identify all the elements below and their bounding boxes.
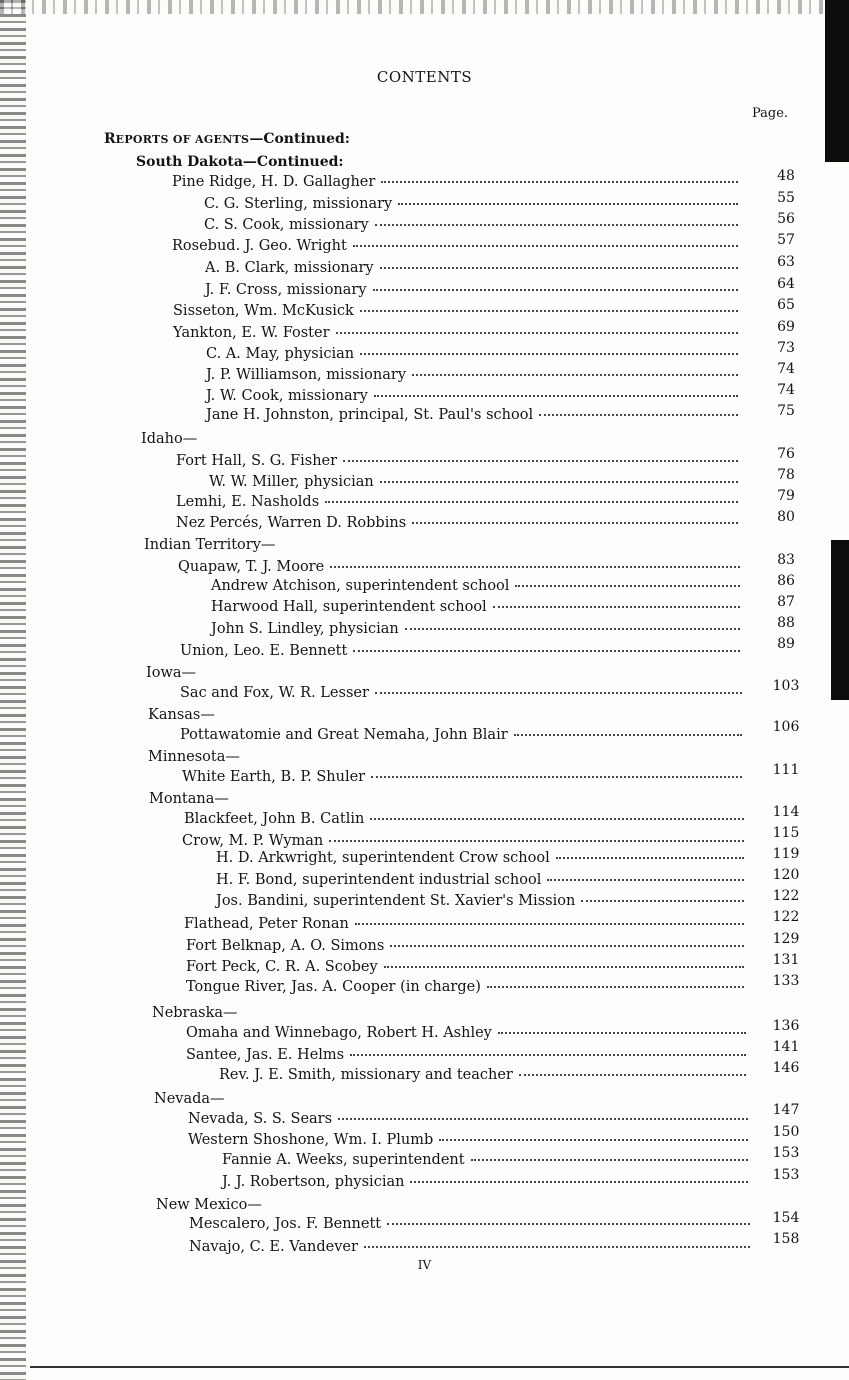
entry-page: 74 — [777, 382, 795, 398]
toc-entry — [172, 173, 744, 193]
entry-text: Union, Leo. E. Bennett — [180, 643, 348, 659]
entry-text: A. B. Clark, missionary — [205, 260, 374, 276]
entry-text: Omaha and Winnebago, Robert H. Ashley — [186, 1025, 492, 1041]
leader-dots — [498, 1029, 746, 1034]
entry-text: Fannie A. Weeks, superintendent — [222, 1152, 465, 1168]
leader-dots — [387, 1220, 750, 1225]
entry-page: 89 — [777, 636, 795, 652]
entry-page: 65 — [777, 297, 795, 313]
state-heading: Nebraska— — [152, 1005, 238, 1021]
entry-page: 119 — [772, 846, 800, 862]
entry-page: 78 — [777, 467, 795, 483]
leader-dots — [412, 371, 738, 376]
leader-dots — [373, 286, 738, 291]
leader-dots — [338, 1115, 748, 1120]
entry-text: Blackfeet, John B. Catlin — [184, 811, 365, 827]
entry-text: C. A. May, physician — [206, 346, 355, 362]
toc-entry — [178, 558, 746, 578]
state-heading: South Dakota—Continued: — [136, 154, 344, 170]
entry-page: 64 — [777, 276, 795, 292]
entry-text: Pine Ridge, H. D. Gallagher — [172, 174, 376, 190]
entry-page: 106 — [772, 719, 800, 735]
entry-page: 63 — [777, 254, 795, 270]
toc-entry — [204, 195, 744, 215]
leader-dots — [398, 200, 738, 205]
entry-page: 122 — [772, 909, 800, 925]
leader-dots — [350, 1051, 746, 1056]
state-heading: Montana— — [149, 791, 229, 807]
section-heading-suffix: —Continued: — [249, 131, 350, 147]
leader-dots — [439, 1136, 748, 1141]
entry-text: Fort Peck, C. R. A. Scobey — [186, 959, 378, 975]
entry-text: J. J. Robertson, physician — [222, 1174, 405, 1190]
toc-entry — [206, 387, 744, 407]
entry-text: Quapaw, T. J. Moore — [178, 559, 325, 575]
toc-entry — [186, 958, 750, 978]
toc-entry — [205, 259, 744, 279]
leader-dots — [514, 731, 742, 736]
entry-text: Andrew Atchison, superintendent school — [211, 578, 510, 594]
entry-page: 122 — [772, 888, 800, 904]
page-title: CONTENTS — [376, 68, 473, 86]
entry-page: 131 — [772, 952, 800, 968]
leader-dots — [355, 920, 744, 925]
entry-text: Jane H. Johnston, principal, St. Paul's school — [206, 407, 534, 423]
entry-page: 79 — [777, 488, 795, 504]
entry-page: 87 — [777, 594, 795, 610]
entry-page: 57 — [777, 232, 795, 248]
entry-page: 158 — [772, 1231, 800, 1247]
toc-entry — [216, 871, 750, 891]
toc-entry — [180, 684, 748, 704]
leader-dots — [370, 815, 744, 820]
entry-text: Navajo, C. E. Vandever — [189, 1239, 358, 1255]
toc-entry — [182, 768, 748, 788]
toc-entry — [205, 281, 744, 301]
leader-dots — [471, 1156, 748, 1161]
toc-entry — [176, 452, 744, 472]
toc-entry — [184, 810, 750, 830]
leader-dots — [343, 457, 738, 462]
entry-page: 103 — [772, 678, 800, 694]
entry-page: 146 — [772, 1060, 800, 1076]
entry-text: Western Shoshone, Wm. I. Plumb — [188, 1132, 434, 1148]
toc-entry — [176, 493, 744, 513]
leader-dots — [547, 876, 744, 881]
entry-text: Fort Belknap, A. O. Simons — [186, 938, 385, 954]
leader-dots — [381, 178, 738, 183]
toc-entry — [189, 1238, 756, 1258]
entry-page: 120 — [772, 867, 800, 883]
entry-text: Rev. J. E. Smith, missionary and teacher — [219, 1067, 513, 1083]
entry-page: 133 — [772, 973, 800, 989]
entry-page: 83 — [777, 552, 795, 568]
entry-page: 154 — [772, 1210, 800, 1226]
leader-dots — [405, 625, 740, 630]
leader-dots — [371, 773, 742, 778]
leader-dots — [556, 854, 744, 859]
entry-text: Nez Percés, Warren D. Robbins — [176, 515, 407, 531]
toc-entry — [186, 1046, 752, 1066]
entry-page: 111 — [772, 762, 800, 778]
toc-entry — [173, 324, 744, 344]
entry-page: 55 — [777, 190, 795, 206]
entry-text: Sac and Fox, W. R. Lesser — [180, 685, 369, 701]
leader-dots — [412, 519, 738, 524]
entry-text: J. W. Cook, missionary — [206, 388, 368, 404]
leader-dots — [353, 647, 740, 652]
entry-page: 56 — [777, 211, 795, 227]
toc-entry — [206, 406, 744, 426]
entry-text: Rosebud. J. Geo. Wright — [172, 238, 347, 254]
toc-entry — [189, 1215, 756, 1235]
leader-dots — [374, 392, 738, 397]
entry-page: 86 — [777, 573, 795, 589]
state-heading: New Mexico— — [156, 1197, 262, 1213]
entry-page: 88 — [777, 615, 795, 631]
entry-text: Flathead, Peter Ronan — [184, 916, 349, 932]
state-heading: Indian Territory— — [144, 537, 276, 553]
toc-entry — [180, 642, 746, 662]
toc-entry — [176, 514, 744, 534]
entry-text: Fort Hall, S. G. Fisher — [176, 453, 338, 469]
scan-edge-left — [0, 0, 26, 1380]
toc-entry — [186, 937, 750, 957]
leader-dots — [353, 242, 738, 247]
leader-dots — [390, 942, 744, 947]
entry-text: Tongue River, Jas. A. Cooper (in charge) — [186, 979, 481, 995]
toc-entry — [180, 726, 748, 746]
entry-page: 48 — [777, 168, 795, 184]
entry-text: W. W. Miller, physician — [209, 474, 374, 490]
entry-page: 129 — [772, 931, 800, 947]
toc-entry — [222, 1173, 754, 1193]
entry-page: 136 — [772, 1018, 800, 1034]
toc-entry — [206, 345, 744, 365]
toc-entry — [184, 915, 750, 935]
toc-entry — [188, 1110, 754, 1130]
toc-entry — [211, 577, 746, 597]
toc-entry — [222, 1151, 754, 1171]
entry-page: 73 — [777, 340, 795, 356]
entry-page: 74 — [777, 361, 795, 377]
entry-text: John S. Lindley, physician — [211, 621, 399, 637]
toc-entry — [186, 1024, 752, 1044]
leader-dots — [325, 498, 738, 503]
leader-dots — [384, 963, 744, 968]
leader-dots — [515, 582, 740, 587]
entry-text: Lemhi, E. Nasholds — [176, 494, 320, 510]
state-heading: Nevada— — [154, 1091, 225, 1107]
page-number-footer: IV — [417, 1258, 432, 1272]
entry-text: H. F. Bond, superintendent industrial school — [216, 872, 542, 888]
section-heading — [104, 131, 350, 147]
leader-dots — [410, 1178, 748, 1183]
entry-page: 153 — [772, 1145, 800, 1161]
toc-entry — [216, 849, 750, 869]
section-heading-smallcaps: EPORTS OF AGENTS — [115, 133, 250, 146]
entry-page: 69 — [777, 319, 795, 335]
state-heading: Kansas— — [148, 707, 215, 723]
leader-dots — [360, 307, 738, 312]
leader-dots — [336, 329, 739, 334]
toc-entry — [216, 892, 750, 912]
section-heading-prefix: R — [104, 131, 116, 147]
entry-text: Jos. Bandini, superintendent St. Xavier's Mission — [216, 893, 576, 909]
scan-edge-top — [0, 0, 849, 14]
entry-text: White Earth, B. P. Shuler — [182, 769, 366, 785]
entry-text: J. P. Williamson, missionary — [206, 367, 407, 383]
entry-text: J. F. Cross, missionary — [205, 282, 367, 298]
toc-entry — [172, 237, 744, 257]
leader-dots — [364, 1243, 750, 1248]
toc-entry — [204, 216, 744, 236]
entry-text: Crow, M. P. Wyman — [182, 833, 324, 849]
scan-shadow-right-middle — [831, 540, 849, 700]
entry-text: C. G. Sterling, missionary — [204, 196, 393, 212]
entry-text: Nevada, S. S. Sears — [188, 1111, 333, 1127]
toc-entry — [173, 302, 744, 322]
leader-dots — [329, 837, 744, 842]
entry-text: Harwood Hall, superintendent school — [211, 599, 487, 615]
leader-dots — [487, 983, 744, 988]
entry-text: Mescalero, Jos. F. Bennett — [189, 1216, 382, 1232]
toc-entry — [188, 1131, 754, 1151]
entry-page: 153 — [772, 1167, 800, 1183]
state-heading: Iowa— — [146, 665, 197, 681]
leader-dots — [375, 689, 742, 694]
entry-page: 150 — [772, 1124, 800, 1140]
leader-dots — [380, 264, 738, 269]
entry-page: 147 — [772, 1102, 800, 1118]
entry-page: 114 — [772, 804, 800, 820]
entry-page: 115 — [772, 825, 800, 841]
toc-entry — [206, 366, 744, 386]
toc-entry — [209, 473, 744, 493]
entry-text: Santee, Jas. E. Helms — [186, 1047, 345, 1063]
leader-dots — [519, 1071, 746, 1076]
entry-text: Sisseton, Wm. McKusick — [173, 303, 354, 319]
toc-entry — [219, 1066, 752, 1086]
toc-entry — [211, 620, 746, 640]
leader-dots — [493, 603, 740, 608]
page-column-label: Page. — [752, 106, 789, 121]
entry-page: 76 — [777, 446, 795, 462]
state-heading: Minnesota— — [148, 749, 240, 765]
entry-text: C. S. Cook, missionary — [204, 217, 369, 233]
entry-page: 141 — [772, 1039, 800, 1055]
entry-page: 80 — [777, 509, 795, 525]
leader-dots — [330, 563, 740, 568]
leader-dots — [581, 897, 744, 902]
leader-dots — [539, 411, 738, 416]
bottom-rule — [30, 1366, 849, 1368]
entry-page: 75 — [777, 403, 795, 419]
entry-text: H. D. Arkwright, superintendent Crow school — [216, 850, 550, 866]
state-heading: Idaho— — [141, 431, 198, 447]
entry-text: Yankton, E. W. Foster — [173, 325, 330, 341]
leader-dots — [380, 478, 738, 483]
entry-text: Pottawatomie and Great Nemaha, John Blair — [180, 727, 508, 743]
toc-entry — [186, 978, 750, 998]
toc-entry — [211, 598, 746, 618]
leader-dots — [375, 221, 738, 226]
leader-dots — [360, 350, 738, 355]
